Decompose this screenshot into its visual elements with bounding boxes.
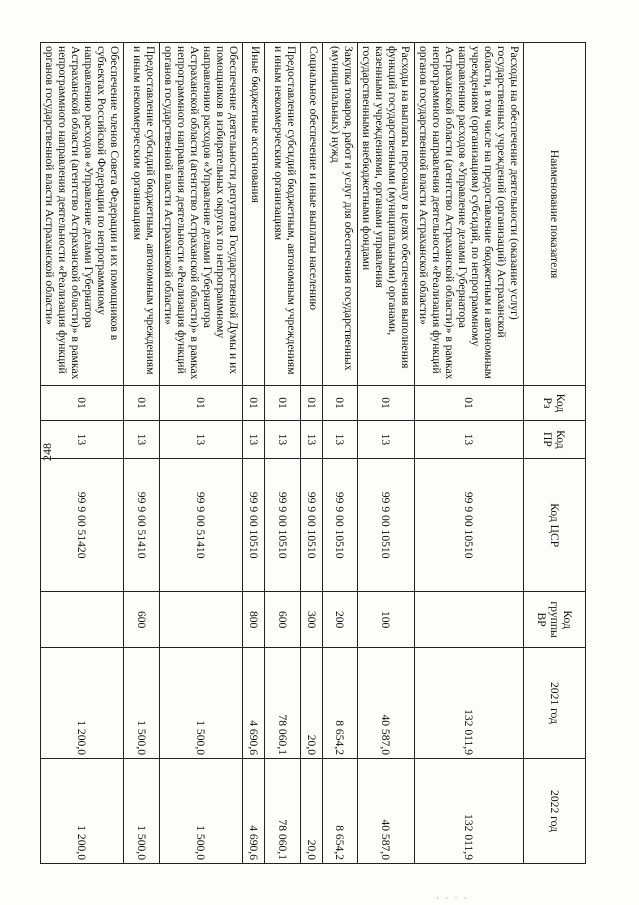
row-vr: 300: [301, 592, 323, 648]
table-row: [415, 43, 524, 864]
row-csr: 99 9 00 10510: [243, 459, 265, 592]
table-row: [301, 43, 323, 864]
row-2021: 132 011,9: [415, 647, 524, 758]
row-csr: 99 9 00 51420: [41, 459, 124, 592]
table-row: [358, 43, 415, 864]
table-row: [265, 43, 301, 864]
row-name: Предоставление субсидий бюджетным, автономным учреждениям и иным некоммерческим организациям: [124, 43, 160, 386]
row-2022: 78 060,1: [265, 759, 301, 864]
row-name: Расходы на выплаты персоналу в целях обеспечения выполнения функций государственными (муниципальными) органами, казенными учреждениями, органами управления государственными внебюджетными фондами: [358, 43, 415, 386]
row-2021: 1 500,0: [160, 647, 243, 758]
table-row: [124, 43, 160, 864]
row-2021: 1 500,0: [124, 647, 160, 758]
row-vr: [415, 592, 524, 648]
row-csr: 99 9 00 10510: [301, 459, 323, 592]
table-row: [160, 43, 243, 864]
table-row: [323, 43, 358, 864]
table-row: [41, 43, 124, 864]
row-csr: 99 9 00 10510: [415, 459, 524, 592]
row-pr: 13: [415, 420, 524, 458]
header-2022: 2022 год: [524, 759, 586, 864]
row-2022: 1 500,0: [124, 759, 160, 864]
header-vr: Код группы ВР: [524, 592, 586, 648]
row-name: Предоставление субсидий бюджетным, автономным учреждениям и иным некоммерческим организациям: [265, 43, 301, 386]
row-name: Расходы на обеспечение деятельности (оказание услуг) государственных учреждений (организаций) Астраханской области, в том числе на предоставление бюджетным и автономным учреждениям (организациям) субсидий, по непрограммному направлению расходов «Управление делами Губернатора Астраханской области (агентство Астраханской области)» в рамках непрограммного направления деятельности «Реализация функций органов государственной власти Астраханской области»: [415, 43, 524, 386]
row-rz: 01: [265, 386, 301, 421]
row-name: Обеспечение деятельности депутатов Государственной Думы и их помощников в избирательных округах по непрограммному направлению расходов «Управление делами Губернатора Астраханской области (агентство Астраханской области)» в рамках непрограммного направления деятельности «Реализация функций органов государственной власти Астраханской области»: [160, 43, 243, 386]
page-number: 248: [40, 443, 54, 461]
row-2022: 1 500,0: [160, 759, 243, 864]
row-rz: 01: [124, 386, 160, 421]
row-rz: 01: [301, 386, 323, 421]
table-header-row: [524, 43, 586, 864]
row-pr: 13: [265, 420, 301, 458]
budget-table: [40, 42, 586, 864]
row-2022: 8 654,2: [323, 759, 358, 864]
row-name: Социальное обеспечение и иные выплаты населению: [301, 43, 323, 386]
header-csr: Код ЦСР: [524, 459, 586, 592]
header-rz: Код Рз: [524, 386, 586, 421]
row-rz: 01: [160, 386, 243, 421]
row-2022: 20,0: [301, 759, 323, 864]
row-vr: 600: [265, 592, 301, 648]
row-rz: 01: [358, 386, 415, 421]
row-pr: 13: [301, 420, 323, 458]
row-vr: [41, 592, 124, 648]
row-pr: 13: [160, 420, 243, 458]
row-csr: 99 9 00 10510: [358, 459, 415, 592]
row-rz: 01: [415, 386, 524, 421]
row-2021: 8 654,2: [323, 647, 358, 758]
row-pr: 13: [243, 420, 265, 458]
row-pr: 13: [124, 420, 160, 458]
row-rz: 01: [243, 386, 265, 421]
row-2022: 1 200,0: [41, 759, 124, 864]
header-name: Наименование показателя: [524, 43, 586, 386]
header-pr: Код ПР: [524, 420, 586, 458]
table-row: [243, 43, 265, 864]
row-2021: 40 587,0: [358, 647, 415, 758]
row-csr: 99 9 00 10510: [323, 459, 358, 592]
row-name: Иные бюджетные ассигнования: [243, 43, 265, 386]
row-name: Обеспечение членов Совета Федерации и их помощников в субъектах Российской Федерации по непрограммному направлению расходов «Управление делами Губернатора Астраханской области (агентство Астраханской области)» в рамках непрограммного направления деятельности «Реализация функций органов государственной власти Астраханской области»: [41, 43, 124, 386]
scan-artifacts: · · · ·: [436, 893, 469, 903]
row-vr: 100: [358, 592, 415, 648]
row-pr: 13: [323, 420, 358, 458]
row-vr: 200: [323, 592, 358, 648]
row-2021: 78 060,1: [265, 647, 301, 758]
row-csr: 99 9 00 10510: [265, 459, 301, 592]
row-pr: 13: [41, 420, 124, 458]
row-2021: 20,0: [301, 647, 323, 758]
row-2022: 4 690,6: [243, 759, 265, 864]
row-vr: 800: [243, 592, 265, 648]
row-pr: 13: [358, 420, 415, 458]
row-vr: 600: [124, 592, 160, 648]
row-rz: 01: [41, 386, 124, 421]
row-csr: 99 9 00 51410: [160, 459, 243, 592]
row-2022: 40 587,0: [358, 759, 415, 864]
row-csr: 99 9 00 51410: [124, 459, 160, 592]
row-2021: 1 200,0: [41, 647, 124, 758]
row-name: Закупка товаров, работ и услуг для обеспечения государственных (муниципальных) нужд: [323, 43, 358, 386]
row-rz: 01: [323, 386, 358, 421]
row-vr: [160, 592, 243, 648]
header-2021: 2021 год: [524, 647, 586, 758]
row-2022: 132 011,9: [415, 759, 524, 864]
row-2021: 4 690,6: [243, 647, 265, 758]
